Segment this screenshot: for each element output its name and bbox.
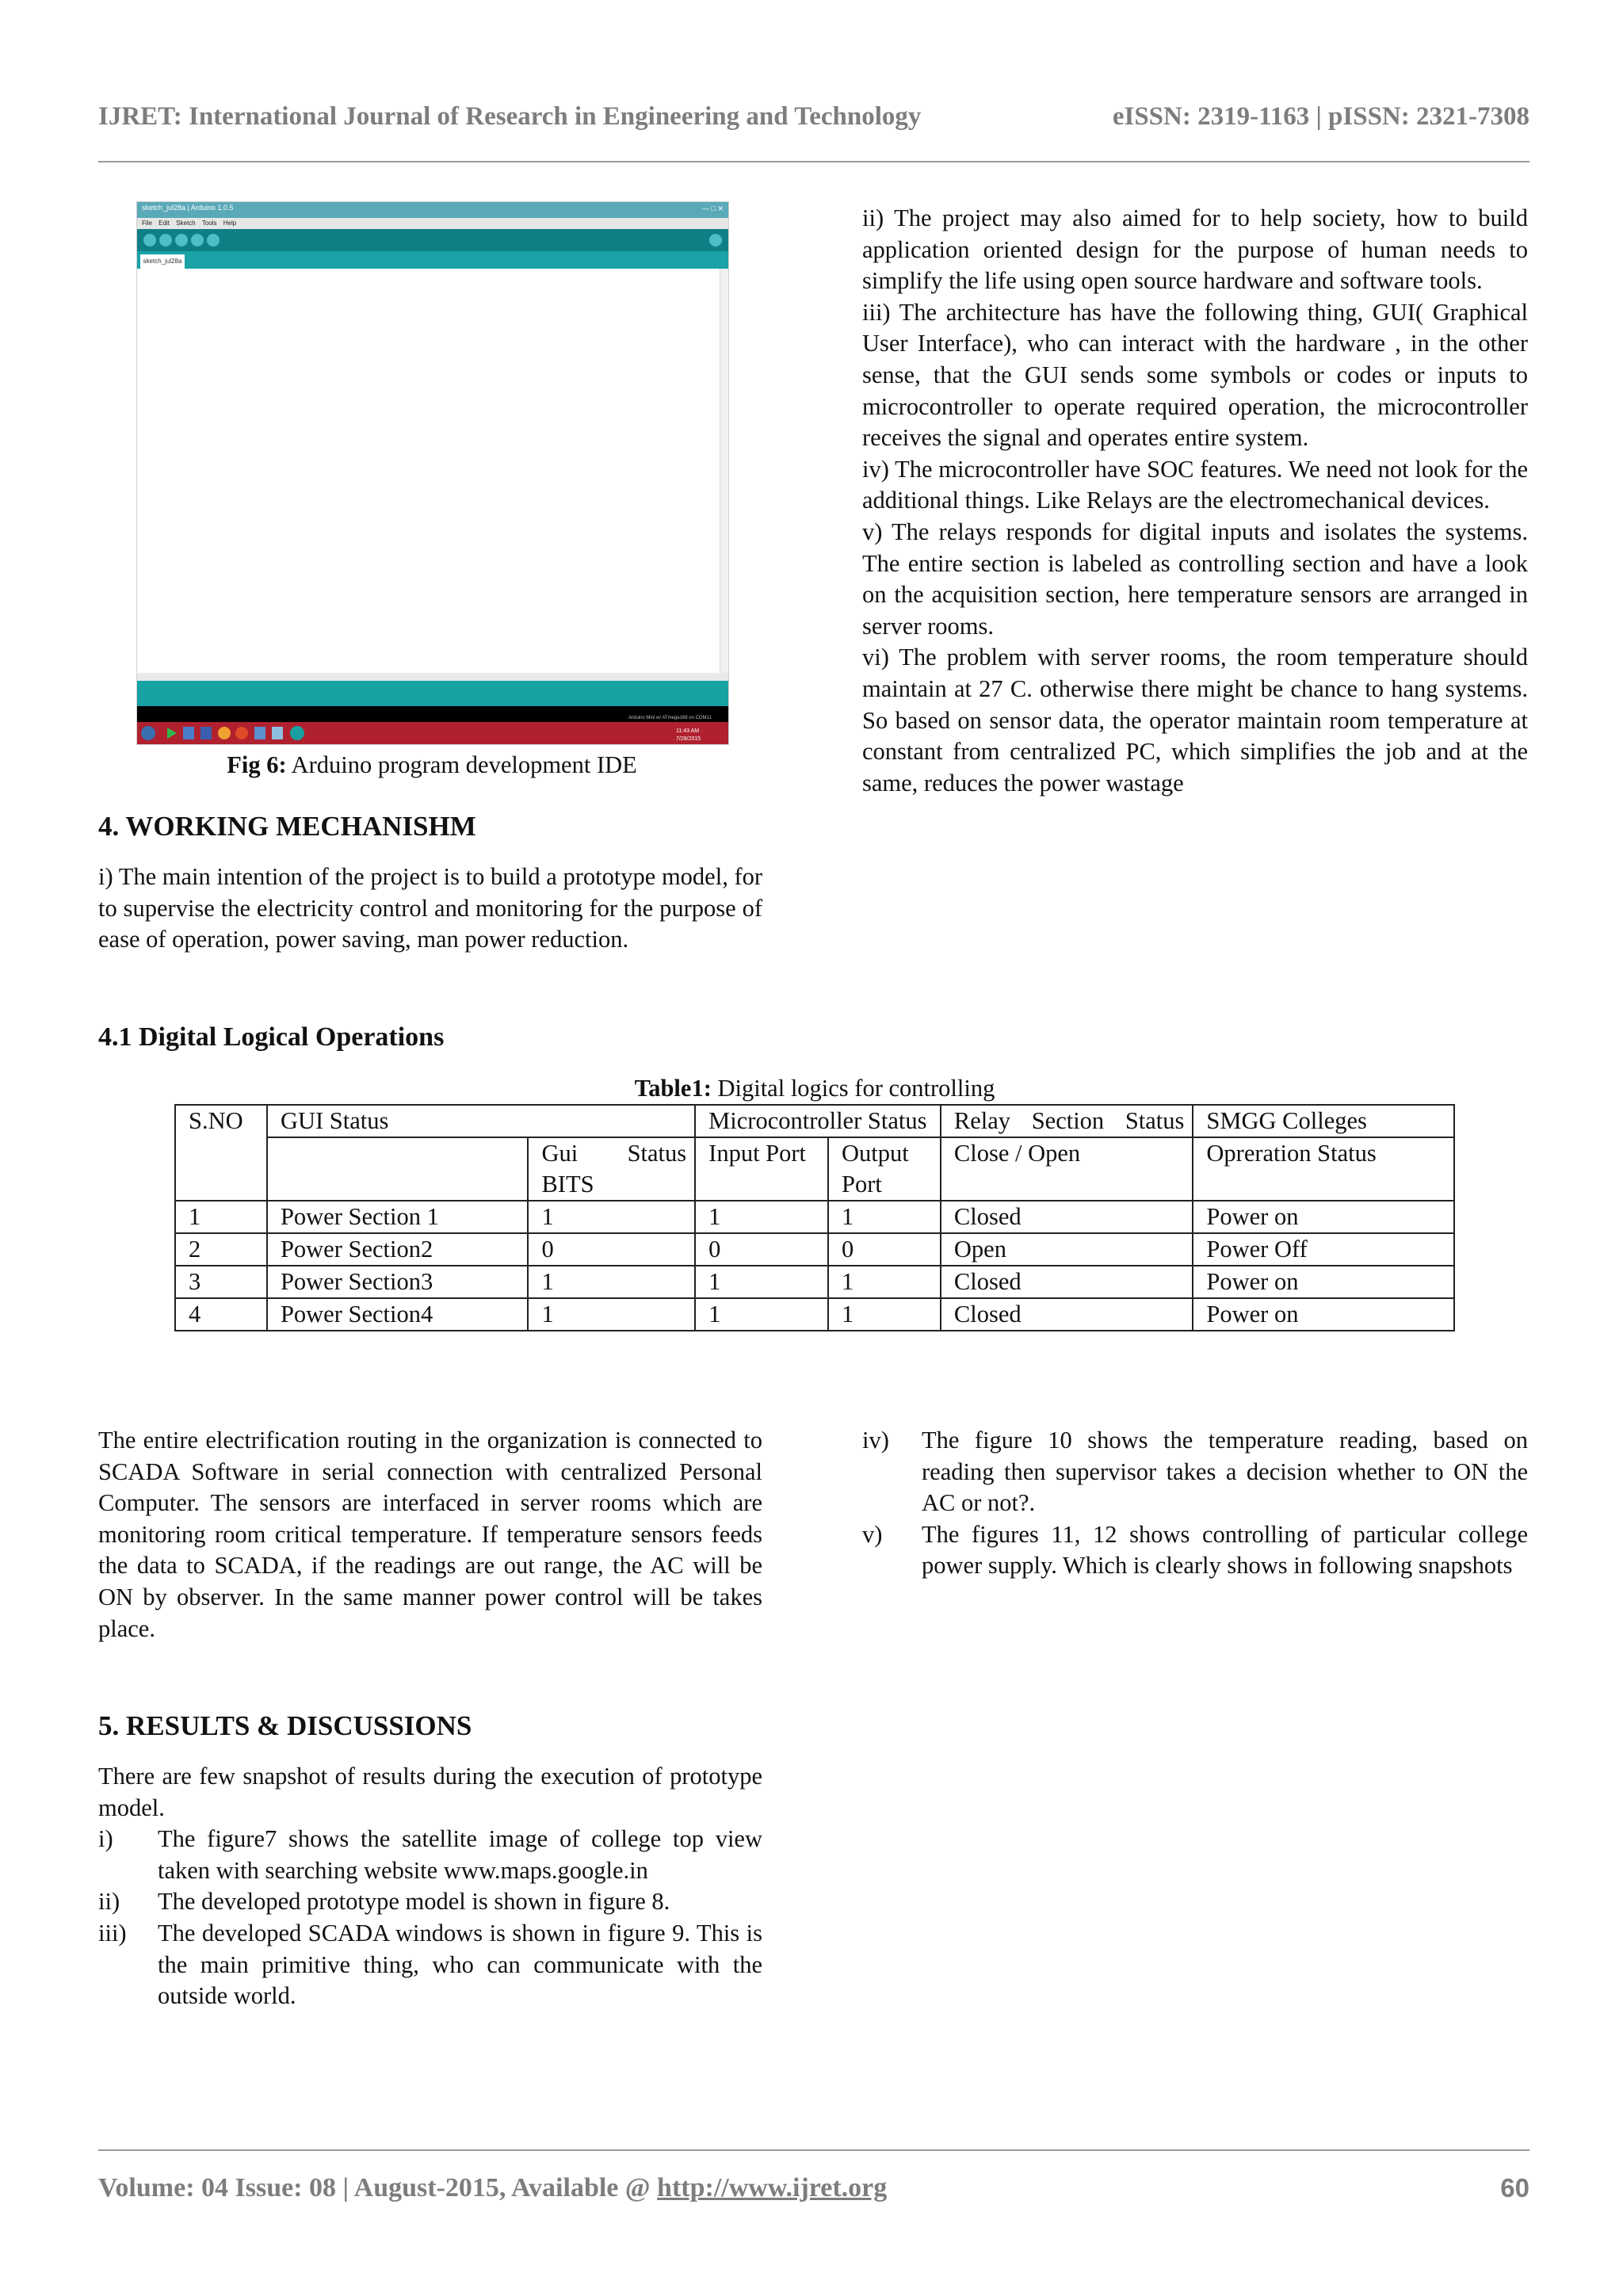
- list-text: The developed prototype model is shown in figure 8.: [158, 1888, 670, 1916]
- cell-output: 0: [828, 1233, 941, 1266]
- para-ii: ii) The project may also aimed for to help society, how to build application oriented design for the purpose of human needs to simplify the life using open source hardware and software tools.: [862, 204, 1528, 295]
- table-row: [175, 1233, 1454, 1266]
- header-gui-bits: Gui Status BITS: [528, 1137, 695, 1201]
- cell-output: 1: [828, 1298, 941, 1331]
- cell-output: 1: [828, 1266, 941, 1298]
- table-header-row-1: [175, 1105, 1454, 1137]
- cell-gui: Power Section4: [267, 1298, 529, 1331]
- section5-body: [98, 1761, 762, 2012]
- cell-input: 1: [695, 1266, 828, 1298]
- list-number: v): [862, 1520, 883, 1548]
- lower-left-paragraph: [98, 1425, 762, 1645]
- cell-bits: 1: [528, 1298, 695, 1331]
- ide-window-title: sketch_jul28a | Arduino 1.0.5: [142, 204, 234, 212]
- table-row: [175, 1266, 1454, 1298]
- header-smgg: SMGG Colleges: [1193, 1105, 1454, 1137]
- cell-input: 1: [695, 1201, 828, 1233]
- header-gui-status: GUI Status: [267, 1105, 695, 1137]
- firefox-icon: [218, 727, 231, 739]
- figure6-caption: [136, 749, 727, 781]
- list-item: [98, 1824, 762, 1886]
- editor-divider: [137, 673, 728, 681]
- section4-para-i: [98, 861, 762, 956]
- menu-help: Help: [223, 220, 237, 227]
- arduino-ide-screenshot: [136, 201, 729, 745]
- ide-status-text: Arduino Mini w/ ATmega168 on COM11: [628, 716, 712, 720]
- footer-volume: [98, 2173, 887, 2203]
- list-item: [98, 1918, 762, 2012]
- page-number: 60: [1500, 2173, 1529, 2202]
- list-number: i): [98, 1825, 113, 1853]
- header-operation-status: Opreration Status: [1193, 1137, 1454, 1201]
- section4-heading: 4. WORKING MECHANISHM: [98, 811, 476, 842]
- cell-output: 1: [828, 1201, 941, 1233]
- header-sno: S.NO: [175, 1105, 267, 1201]
- start-icon: [141, 726, 155, 740]
- folder-icon: [254, 727, 265, 739]
- cell-input: 1: [695, 1298, 828, 1331]
- cell-sno: 1: [175, 1201, 267, 1233]
- table-row: [175, 1298, 1454, 1331]
- cell-gui: Power Section3: [267, 1266, 529, 1298]
- table-row: [175, 1201, 1454, 1233]
- menu-tools: Tools: [201, 220, 217, 227]
- cell-sno: 2: [175, 1233, 267, 1266]
- figure6-caption-text: Arduino program development IDE: [286, 751, 637, 778]
- cell-status: Power on: [1193, 1298, 1454, 1331]
- ide-tab-bar: [137, 251, 728, 269]
- header-empty: [267, 1137, 529, 1201]
- editor-scrollbar: [720, 269, 728, 673]
- list-number: iv): [862, 1427, 889, 1454]
- save-icon: [207, 234, 220, 246]
- list-item: [862, 1519, 1528, 1582]
- table1-caption: [174, 1072, 1455, 1104]
- cell-status: Power Off: [1193, 1233, 1454, 1266]
- cell-input: 0: [695, 1233, 828, 1266]
- table1-label: Table1:: [634, 1075, 712, 1102]
- cell-relay: Closed: [941, 1298, 1193, 1331]
- arduino-taskbar-icon: [290, 726, 304, 740]
- list-item: [98, 1886, 762, 1918]
- cell-sno: 4: [175, 1298, 267, 1331]
- digital-logic-table: [174, 1104, 1455, 1331]
- cell-sno: 3: [175, 1266, 267, 1298]
- paint-icon: [272, 727, 283, 739]
- code-editor-area: [137, 269, 720, 673]
- list-text: The figure 10 shows the temperature reading, based on reading then supervisor takes a decision whether to ON the AC or not?.: [922, 1427, 1528, 1517]
- cell-gui: Power Section2: [267, 1233, 529, 1266]
- menu-sketch: Sketch: [176, 220, 196, 227]
- cell-bits: 1: [528, 1266, 695, 1298]
- menu-edit: Edit: [158, 220, 170, 227]
- header-relay: Relay Section Status: [941, 1105, 1193, 1137]
- list-text: The developed SCADA windows is shown in figure 9. This is the main primitive thing, who can communicate with the outside world.: [158, 1919, 762, 2010]
- header-microcontroller: Microcontroller Status: [695, 1105, 941, 1137]
- page-header: [98, 97, 1529, 136]
- footer-rule: [98, 2149, 1529, 2151]
- cell-relay: Closed: [941, 1266, 1193, 1298]
- table-header-row-2: [175, 1137, 1454, 1201]
- new-icon: [175, 234, 188, 246]
- section5-heading: 5. RESULTS & DISCUSSIONS: [98, 1710, 472, 1741]
- cell-status: Power on: [1193, 1201, 1454, 1233]
- issn-text: eISSN: 2319-1163 | pISSN: 2321-7308: [1112, 101, 1529, 131]
- list-text: The figures 11, 12 shows controlling of particular college power supply. Which is clearly shows in following snapshots: [922, 1520, 1528, 1580]
- ide-menu-bar: [137, 218, 728, 229]
- window-controls-icon: — □ ✕: [702, 204, 724, 212]
- footer-volume-text: Volume: 04 Issue: 08 | August-2015, Available @: [98, 2173, 658, 2202]
- sketch-tab: sketch_jul28a: [140, 254, 185, 269]
- header-input-port: Input Port: [695, 1137, 828, 1201]
- word-icon: [200, 727, 212, 739]
- section5-intro: There are few snapshot of results during the execution of prototype model.: [98, 1763, 762, 1821]
- journal-title: IJRET: International Journal of Research in Engineering and Technology: [98, 101, 922, 131]
- lower-right-list: [862, 1425, 1528, 1582]
- ide-title-bar: [137, 202, 728, 218]
- explorer-icon: [183, 727, 194, 739]
- console-header: [137, 681, 728, 706]
- cell-gui: Power Section 1: [267, 1201, 529, 1233]
- list-text: The figure7 shows the satellite image of college top view taken with searching website www.maps.google.in: [158, 1825, 762, 1884]
- para-iii: iii) The architecture has have the following thing, GUI( Graphical User Interface), who can interact with the hardware , in the other sense, that the GUI sends some symbols or codes or inputs to microcontroller to operate required operation, the microcontroller receives the signal and operates entire system.: [862, 298, 1528, 452]
- ide-toolbar: [137, 229, 728, 251]
- cell-relay: Closed: [941, 1201, 1193, 1233]
- clock-time: 11:43 AM: [676, 728, 700, 734]
- menu-file: File: [142, 220, 152, 227]
- header-close-open: Close / Open: [941, 1137, 1193, 1201]
- serial-monitor-icon: [709, 234, 722, 246]
- header-output-port: Output Port: [828, 1137, 941, 1201]
- cell-bits: 1: [528, 1201, 695, 1233]
- header-rule: [98, 161, 1529, 162]
- journal-link[interactable]: http://www.ijret.org: [657, 2173, 888, 2202]
- para-iv: iv) The microcontroller have SOC features. We need not look for the additional things. Like Relays are the electromechanical devices.: [862, 455, 1528, 514]
- section41-heading: 4.1 Digital Logical Operations: [98, 1022, 445, 1052]
- para-vi: vi) The problem with server rooms, the room temperature should maintain at 27 C. otherwise there might be chance to hang systems. So based on sensor data, the operator maintain room temperature at constant from centralized PC, which simplifies the job and at the same, reduces the power wastage: [862, 644, 1528, 797]
- cell-status: Power on: [1193, 1266, 1454, 1298]
- scada-paragraph: The entire electrification routing in the organization is connected to SCADA Software in serial connection with centralized Personal Computer. The sensors are interfaced in server rooms which are monitoring room critical temperature. If temperature sensors feeds the data to SCADA, if the readings are out range, the AC will be ON by observer. In the same manner power control will be takes place.: [98, 1427, 762, 1642]
- console-and-taskbar: [137, 706, 728, 744]
- para-i: i) The main intention of the project is to build a prototype model, for to supervise the electricity control and monitoring for the purpose of ease of operation, power saving, man power reduction.: [98, 863, 763, 953]
- open-icon: [191, 234, 204, 246]
- chrome-icon: [235, 727, 248, 739]
- cell-bits: 0: [528, 1233, 695, 1266]
- list-number: iii): [98, 1919, 127, 1946]
- table1-caption-text: Digital logics for controlling: [711, 1075, 995, 1102]
- right-column-top: [862, 203, 1528, 799]
- page-footer: [98, 2169, 1529, 2207]
- verify-icon: [143, 234, 156, 246]
- clock-date: 7/28/2015: [676, 736, 701, 742]
- para-v: v) The relays responds for digital inputs and isolates the systems. The entire section is labeled as controlling section and have a look on the acquisition section, here temperature sensors are arranged in server rooms.: [862, 518, 1528, 640]
- figure6-label: Fig 6:: [227, 751, 287, 778]
- cell-relay: Open: [941, 1233, 1193, 1266]
- list-item: [862, 1425, 1528, 1519]
- list-number: ii): [98, 1888, 120, 1916]
- upload-icon: [159, 234, 172, 246]
